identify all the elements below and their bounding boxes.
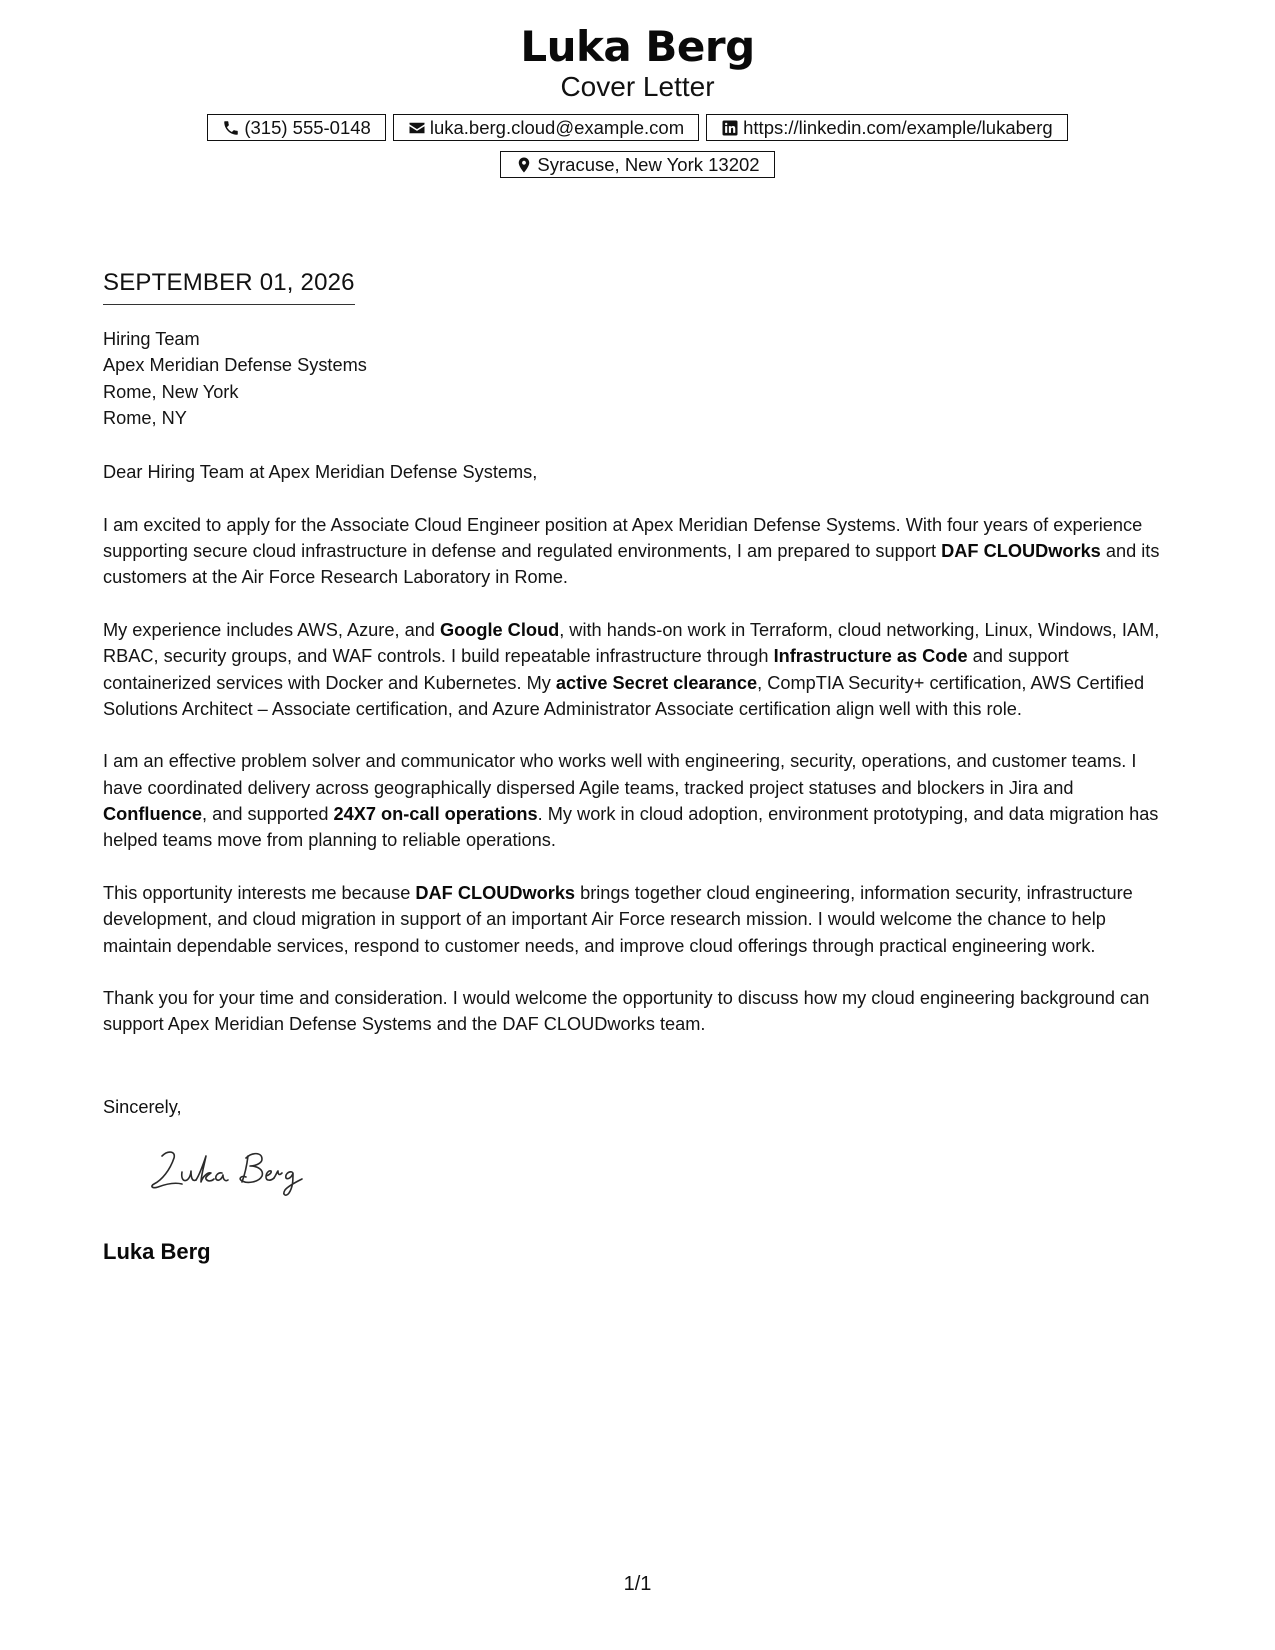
recipient-line: Hiring Team [103, 329, 200, 349]
text-run: Thank you for your time and consideration. I would welcome the opportunity to discuss how my cloud engineering background can support Apex Meridian Defense Systems and the DAF CLOUDworks team. [103, 988, 1150, 1035]
bold-run: DAF CLOUDworks [941, 541, 1101, 562]
location-text: Syracuse, New York 13202 [537, 154, 760, 175]
bold-run: 24X7 on-call operations [333, 804, 538, 825]
text-run: I am excited to apply for the Associate Cloud Engineer position at Apex Meridian Defense Systems. With four years of experience supporting secure cloud infrastructure in defense and regulated environments, I am prepared to support [103, 514, 1143, 562]
text-run: . My work in cloud adoption, environment prototyping, and data migration has helped teams move from planning to reliable operations. [103, 804, 1159, 851]
salutation: Dear Hiring Team at Apex Meridian Defense Systems, [103, 462, 538, 483]
phone-icon [222, 119, 240, 137]
paragraph-4 [103, 880, 1178, 959]
bold-run: Google Cloud [439, 619, 560, 640]
text-run: and support containerized services with Docker and Kubernetes. My [103, 646, 1069, 693]
closing-phrase: Sincerely, [103, 1097, 182, 1117]
paragraph-1 [103, 512, 1178, 591]
phone-chip [207, 114, 386, 141]
text-run: brings together cloud engineering, information security, infrastructure development, and cloud migration in support of an important Air Force research mission. I would welcome the chance to help maintain dependable services, respond to customer needs, and improve cloud offerings through practical engineering work. [103, 882, 1133, 956]
paragraph-3 [103, 748, 1178, 853]
recipient-line: Apex Meridian Defense Systems [103, 355, 367, 376]
handwritten-signature [148, 1142, 318, 1198]
recipient-line: Rome, NY [103, 407, 187, 428]
bold-run: active Secret clearance [555, 672, 758, 693]
location-chip [500, 151, 774, 178]
contact-row-2 [0, 151, 1275, 178]
signer-name: Luka Berg [103, 1239, 211, 1264]
contact-row-1 [0, 114, 1275, 141]
document-subtitle: Cover Letter [560, 71, 715, 102]
text-run: , and supported [202, 804, 334, 825]
bold-run: Confluence [103, 804, 203, 825]
phone-text: (315) 555-0148 [244, 117, 371, 138]
email-text: luka.berg.cloud@example.com [429, 117, 685, 138]
bold-run: DAF CLOUDworks [415, 882, 576, 903]
text-run: and its customers at the Air Force Research Laboratory in Rome. [103, 541, 1160, 588]
applicant-name: Luka Berg [520, 22, 755, 71]
letter-body [103, 326, 1178, 1064]
letter-date: SEPTEMBER 01, 2026 [103, 268, 355, 305]
envelope-icon [408, 119, 426, 137]
recipient-block [103, 326, 1178, 431]
map-pin-icon [515, 156, 533, 174]
email-chip [393, 114, 699, 141]
linkedin-chip [706, 114, 1068, 141]
text-run: I am an effective problem solver and communicator who works well with engineering, security, operations, and customer teams. I have coordinated delivery across geographically dispersed Agile teams, tracked project statuses and blockers in Jira and [103, 751, 1137, 798]
paragraph-5 [103, 985, 1178, 1038]
linkedin-icon [721, 119, 739, 137]
letter-header [0, 22, 1275, 104]
linkedin-text: https://linkedin.com/example/lukaberg [743, 117, 1053, 138]
bold-run: Infrastructure as Code [773, 646, 968, 667]
text-run: This opportunity interests me because [103, 882, 416, 903]
recipient-line: Rome, New York [103, 381, 239, 402]
text-run: , CompTIA Security+ certification, AWS Certified Solutions Architect – Associate certification, and Azure Administrator Associate certification align well with this role. [103, 672, 1145, 719]
paragraph-2 [103, 617, 1178, 722]
page-number: 1/1 [623, 1573, 652, 1595]
text-run: , with hands-on work in Terraform, cloud networking, Linux, Windows, IAM, RBAC, security groups, and WAF controls. I build repeatable infrastructure through [103, 619, 1160, 667]
text-run: My experience includes AWS, Azure, and [103, 619, 440, 640]
